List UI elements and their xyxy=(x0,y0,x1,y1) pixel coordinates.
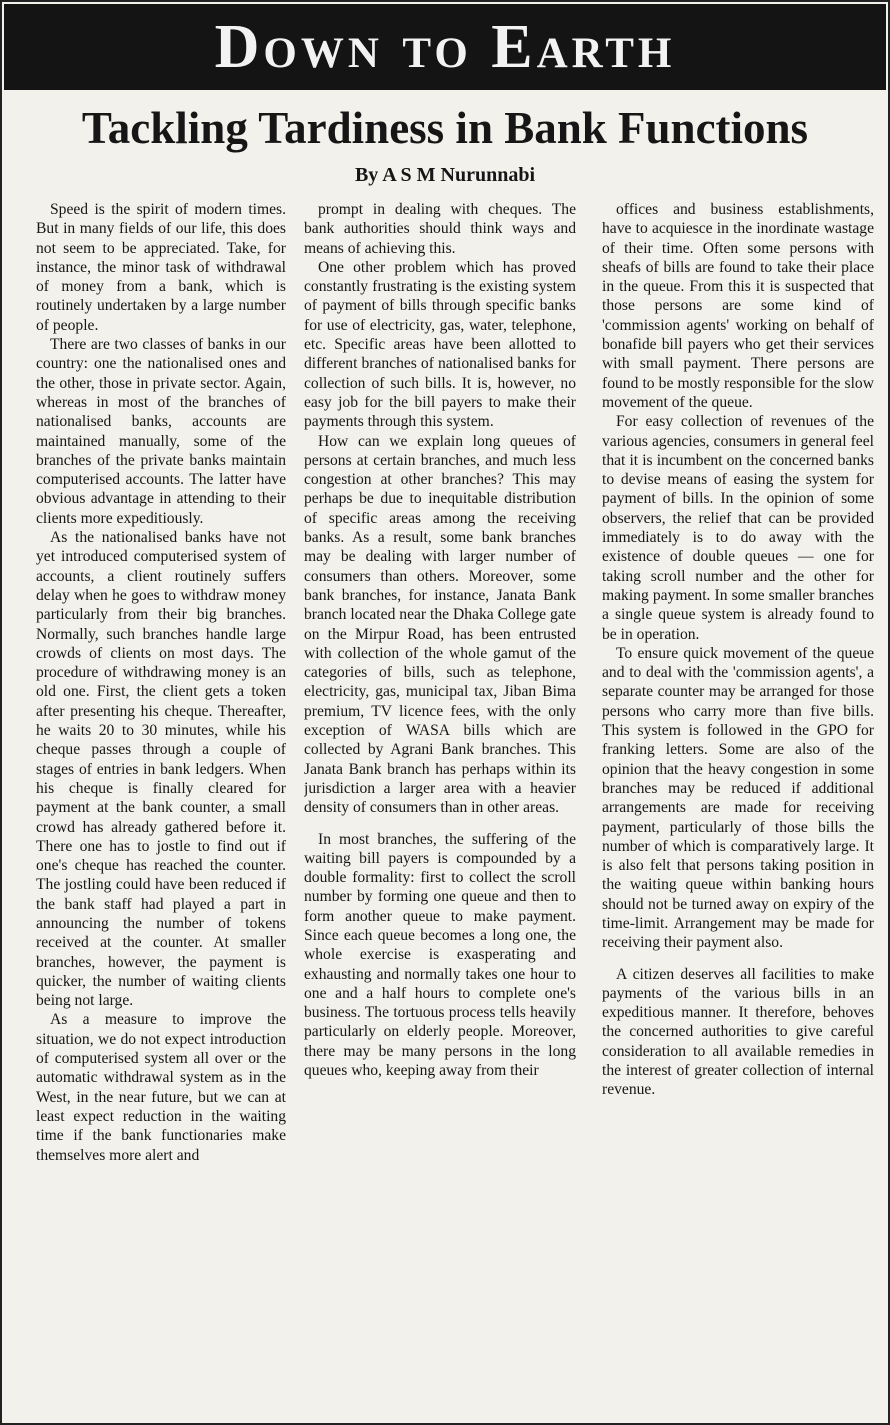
article-column-3 xyxy=(602,200,874,1415)
paragraph: As a measure to improve the situation, we do not expect introduction of computerised system all over or the automatic withdrawal system as in the West, in the near future, but we can at least expect reduction in the waiting time if the bank functionaries make themselves more alert and xyxy=(36,1011,286,1164)
paragraph: In most branches, the suffering of the waiting bill payers is compounded by a double formality: first to collect the scroll number by forming one queue and then to form another queue to make payment. Since each queue becomes a long one, the whole exercise is exasperating and exhausting and normally takes one hour to one and a half hours to complete one's business. The tortuous process tells heavily particularly on elderly people. Moreover, there may be many persons in the long queues who, keeping away from their xyxy=(304,830,576,1080)
paragraph: There are two classes of banks in our country: one the nationalised ones and the other, those in private sector. Again, whereas in most of the branches of nationalised banks, accounts are maintained manually, some of the branches of the private banks maintain computerised accounts. The latter have obvious advantage in attending to their clients more expeditiously. xyxy=(36,336,286,527)
masthead-banner xyxy=(4,4,886,90)
article-column-1 xyxy=(36,200,286,1415)
paragraph: As the nationalised banks have not yet introduced computerised system of accounts, a client routinely suffers delay when he goes to withdraw money particularly from their big branches. Normally, such branches handle large crowds of clients on most days. The procedure of withdrawing money is an old one. First, the client gets a token after presenting his cheque. Thereafter, he waits 20 to 30 minutes, while his cheque passes through a couple of stages of entries in bank ledgers. When his cheque is finally cleared for payment at the bank counter, a small crowd has already gathered before it. There one has to jostle to find out if one's cheque has reached the counter. The jostling could have been reduced if the bank staff had played a part in announcing the number of tokens received at the counter. At smaller branches, however, the payment is quicker, the number of waiting clients being not large. xyxy=(36,529,286,1010)
paragraph: Speed is the spirit of modern times. But in many fields of our life, this does not seem to be appreciated. Take, for instance, the minor task of withdrawal of money from a bank, which is routinely undertaken by a large number of people. xyxy=(36,201,286,334)
paragraph: prompt in dealing with cheques. The bank authorities should think ways and means of achieving this. xyxy=(304,201,576,257)
paragraph: For easy collection of revenues of the various agencies, consumers in general feel that it is incumbent on the concerned banks to devise means of easing the system for payment of bills. In the opinion of some observers, the relief that can be provided immediately is to do away with the existence of double queues — one for taking scroll number and the other for making payment. In some smaller branches a single queue system is already found to be in operation. xyxy=(602,413,874,643)
article-headline: Tackling Tardiness in Bank Functions xyxy=(81,103,809,153)
paragraph: To ensure quick movement of the queue and to deal with the 'commission agents', a separate counter may be arranged for those persons who carry more than five bills. This system is followed in the GPO for franking letters. Some are also of the opinion that the heavy congestion in some branches may be reduced if additional arrangements are made for receiving payment, particularly of those bills the number of which is comparatively large. It is also felt that persons taking position in the waiting queue within banking hours should not be turned away on expiry of the time-limit. Arrangement may be made for receiving their payment also. xyxy=(602,644,874,952)
paragraph: How can we explain long queues of persons at certain branches, and much less congestion at other branches? This may perhaps be due to inequitable distribution of specific areas among the receiving banks. As a result, some bank branches may be dealing with larger number of consumers than others. Moreover, some bank branches, for instance, Janata Bank branch located near the Dhaka College gate on the Mirpur Road, has been entrusted with collection of the whole gamut of the categories of bills, such as telephone, electricity, gas, municipal tax, Jiban Bima premium, TV licence fees, with the only exception of WASA bills which are collected by Agrani Bank branches. This Janata Bank branch has perhaps within its jurisdiction a larger area with a heavier density of consumers than in other areas. xyxy=(304,432,576,817)
article-byline: By A S M Nurunnabi xyxy=(354,164,536,186)
paragraph: One other problem which has proved constantly frustrating is the existing system of payment of bills through specific banks for use of electricity, gas, water, telephone, etc. Specific areas have been allotted to different branches of nationalised banks for collection of such bills. It is, however, no easy job for the bill payers to make their payments through this system. xyxy=(304,258,576,431)
article-column-2 xyxy=(304,200,576,1415)
masthead-title: Down to Earth xyxy=(214,12,676,81)
paragraph: A citizen deserves all facilities to make payments of the various bills in an expeditious manner. It therefore, behoves the concerned authorities to give careful consideration to all available remedies in the interest of greater collection of internal revenue. xyxy=(602,965,874,1099)
paragraph: offices and business establishments, have to acquiesce in the inordinate wastage of their time. Often some persons with sheafs of bills are found to take their place in the queue. From this it is suspected that those persons are some kind of 'commission agents' working on behalf of bonafide bill payers who get their services with small payment. There persons are found to be mostly responsible for the slow movement of the queue. xyxy=(602,201,874,411)
